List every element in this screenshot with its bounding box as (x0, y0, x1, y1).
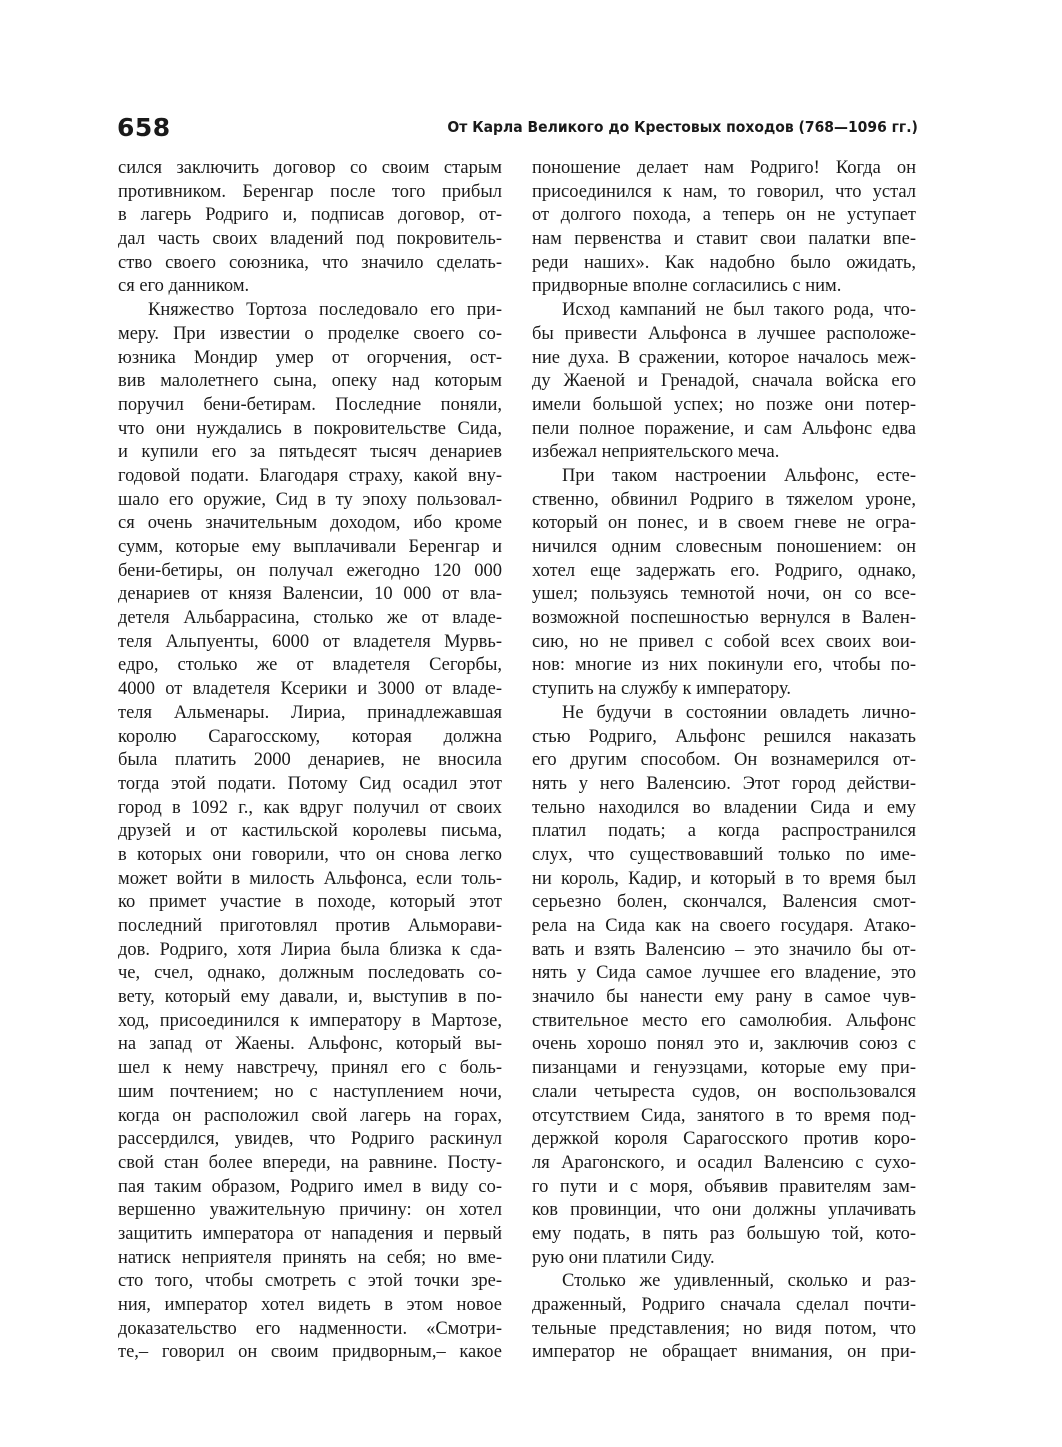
text-line: сумм, которые ему выплачивали Беренгар и (118, 537, 502, 557)
text-line: когда он расположил свой лагерь на горах, (118, 1105, 502, 1126)
text-line: шало его оружие, Сид в ту эпоху пользовал- (118, 489, 502, 510)
text-line: его другим способом. Он вознамерился от- (532, 750, 916, 771)
text-line: ду Жаеной и Гренадой, сначала войска его (532, 371, 916, 392)
text-line: ушел; пользуясь темнотой ночи, он со все- (532, 584, 916, 605)
text-line: поручил бени-бетирам. Последние поняли, (118, 394, 502, 415)
text-line: теля Альменары. Лириа, принадлежавшая (118, 702, 502, 723)
text-line: на запад от Жаены. Альфонс, который вы- (118, 1034, 502, 1055)
text-line: защитить императора от нападения и первый (118, 1223, 502, 1244)
text-line: рела на Сида как на своего государя. Атако- (532, 916, 916, 936)
text-line: избежал неприятельского меча. (532, 442, 780, 463)
text-line: драженный, Родриго сначала сделал почти- (532, 1295, 916, 1315)
text-line: тельно находился во владении Сида и ему (532, 797, 916, 818)
text-line: что они нуждались в покровительстве Сида, (118, 418, 502, 439)
text-line: сто того, чтобы смотреть с этой точки зре- (118, 1271, 502, 1292)
text-line: отсутствием Сида, занятого в то время под- (532, 1105, 916, 1126)
text-line: ничился одним словесным поношением: он (532, 537, 916, 557)
text-line: друзей и от кастильской королевы письма, (118, 821, 502, 842)
text-line: реди наших». Как надобно было ожидать, (532, 252, 916, 273)
text-line: Не будучи в состоянии овладеть лично- (562, 702, 916, 723)
text-line: Исход кампаний не был такого рода, что- (562, 300, 916, 321)
text-line: держкой короля Сарагосского против коро- (532, 1129, 916, 1150)
text-line: нов: многие из них покинули его, чтобы по- (532, 655, 916, 676)
text-line: стью Родриго, Альфонс решился наказать (532, 726, 916, 747)
text-line: который он понес, и в своем гневе не огра- (532, 513, 916, 534)
text-line: го пути и с моря, объявив правителям зам- (532, 1176, 916, 1197)
text-line: ков провинции, что они должны уплачивать (532, 1200, 916, 1221)
text-line: в которых они говорили, что он снова легко (118, 844, 502, 865)
text-line: годовой подати. Благодаря страху, какой вну- (118, 465, 502, 486)
text-line: теля Альпуенты, 6000 от владетеля Мурвь- (118, 631, 502, 652)
text-line: тогда этой подати. Потому Сид осадил этот (118, 773, 502, 794)
text-line: При таком настроении Альфонс, есте- (562, 465, 916, 486)
text-line: хотел еще задержать его. Родриго, однако, (532, 560, 916, 581)
text-line: дов. Родриго, хотя Лириа была близка к сда- (118, 939, 502, 960)
text-line: тельные представления; но видя потом, что (532, 1318, 916, 1339)
text-line: 4000 от владетеля Ксерики и 3000 от владе- (118, 679, 502, 700)
text-line: бени-бетиры, он получал ежегодно 120 000 (118, 560, 502, 581)
text-line: и купили его за пятьдесят тысяч денариев (118, 442, 502, 463)
text-line: слух, что существовавший только по име- (532, 844, 916, 865)
text-line: ему подать, в пять раз большую той, кото- (532, 1223, 916, 1244)
text-line: имели большой успех; но позже они потер- (532, 394, 916, 415)
text-line: поношение делает нам Родриго! Когда он (532, 158, 916, 178)
text-line: денариев от князя Валенсии, 10 000 от вла- (118, 584, 502, 605)
text-line: придворные вполне согласились с ним. (532, 276, 842, 297)
text-line: те,– говорил он своим придворным,– какое (118, 1342, 502, 1363)
text-line: рую они платили Сиду. (532, 1247, 715, 1268)
text-line: в лагерь Родриго и, подписав договор, от- (118, 205, 502, 226)
text-line: ся очень значительным доходом, ибо кроме (118, 513, 502, 534)
text-line: ля Арагонского, и осадил Валенсию с сухо- (532, 1152, 916, 1173)
text-line: последний приготовлял против Альморави- (118, 916, 502, 936)
text-line: возможной поспешностью вернулся в Вален- (532, 608, 916, 629)
text-line: бы привести Альфонса в лучшее расположе- (532, 323, 916, 344)
text-line: вать и взять Валенсию – это значило бы от- (532, 939, 916, 960)
text-line: ся его данником. (118, 276, 250, 297)
text-line: ко примет участие в походе, который этот (118, 892, 502, 913)
text-line: дал часть своих владений под покровитель- (118, 229, 502, 250)
text-line: Княжество Тортоза последовало его при- (148, 300, 502, 321)
text-line: ственно, обвинил Родриго в тяжелом уроне, (532, 489, 916, 510)
text-line: Столько же удивленный, сколько и раз- (562, 1271, 916, 1292)
text-line: слали четыреста судов, он воспользовался (532, 1081, 916, 1102)
text-line: доказательство его надменности. «Смотри- (118, 1318, 502, 1339)
text-line: ступить на службу к императору. (532, 679, 791, 700)
text-line: нять у Сида самое лучшее его владение, это (532, 963, 916, 984)
text-line: вив малолетнего сына, опеку над которым (118, 371, 502, 392)
text-line: детеля Альбаррасина, столько же от владе- (118, 608, 502, 629)
text-line: меру. При известии о проделке своего со- (118, 323, 502, 344)
text-line: противником. Беренгар после того прибыл (118, 181, 502, 202)
text-line: нам первенства и ставит свои палатки впе- (532, 229, 916, 250)
text-line: шел к нему навстречу, принял его с боль- (118, 1058, 502, 1079)
text-line: нять у него Валенсию. Этот город действи- (532, 773, 916, 794)
text-line: очень хорошо понял это и, заключив союз с (532, 1034, 916, 1055)
text-line: че, счел, однако, должным последовать со- (118, 963, 502, 984)
left-column (118, 157, 502, 1365)
text-line: значило бы нанести ему рану в самое чув- (532, 987, 916, 1008)
text-line: рассердился, увидев, что Родриго раскинул (118, 1129, 502, 1150)
text-line: ход, присоединился к императору в Мартозе, (118, 1010, 502, 1031)
right-column (532, 157, 916, 1365)
text-line: может войти в милость Альфонса, если толь- (118, 868, 502, 889)
text-line: юзника Мондир умер от огорчения, ост- (118, 347, 502, 368)
text-line: ствительное место его самолюбия. Альфонс (532, 1010, 916, 1031)
text-line: вету, который ему давали, и, выступив в по- (118, 987, 502, 1008)
text-line: сию, но не привел с собой всех своих вои- (532, 631, 916, 652)
text-line: королю Сарагосскому, которая должна (118, 726, 502, 747)
text-line: ние духа. В сражении, которое началось меж- (532, 347, 916, 368)
text-line: император не обращает внимания, он при- (532, 1342, 916, 1363)
text-line: от долгого похода, а теперь он не уступает (532, 205, 916, 226)
text-line: город в 1092 г., как вдруг получил от своих (118, 797, 502, 818)
text-line: свой стан более впереди, на равнине. Посту- (118, 1152, 502, 1173)
text-line: шим почтением; но с наступлением ночи, (118, 1081, 502, 1102)
text-line: присоединился к нам, то говорил, что устал (532, 181, 916, 202)
page-number: 658 (117, 113, 171, 142)
text-line: серьезно болен, скончался, Валенсия смот- (532, 892, 916, 913)
text-line: была платить 2000 денариев, не вносила (118, 750, 502, 771)
text-line: едро, столько же от владетеля Сегорбы, (118, 655, 502, 676)
text-line: пая таким образом, Родриго имел в виду со- (118, 1176, 502, 1197)
text-line: ни король, Кадир, и который в то время был (532, 868, 916, 889)
text-line: ство своего союзника, что значило сделать- (118, 252, 502, 273)
text-line: натиск неприятеля принять на себя; но вме- (118, 1247, 502, 1268)
text-line: платил подать; а когда распространился (532, 821, 916, 842)
text-line: вершенно уважительную причину: он хотел (118, 1200, 502, 1221)
running-title: От Карла Великого до Крестовых походов (768—1096 гг.) (447, 118, 918, 136)
text-line: ния, император хотел видеть в этом новое (118, 1295, 502, 1315)
text-line: пели полное поражение, и сам Альфонс едва (532, 418, 916, 439)
text-line: сился заключить договор со своим старым (118, 158, 502, 178)
text-line: пизанцами и генуэзцами, которые ему при- (532, 1058, 916, 1079)
